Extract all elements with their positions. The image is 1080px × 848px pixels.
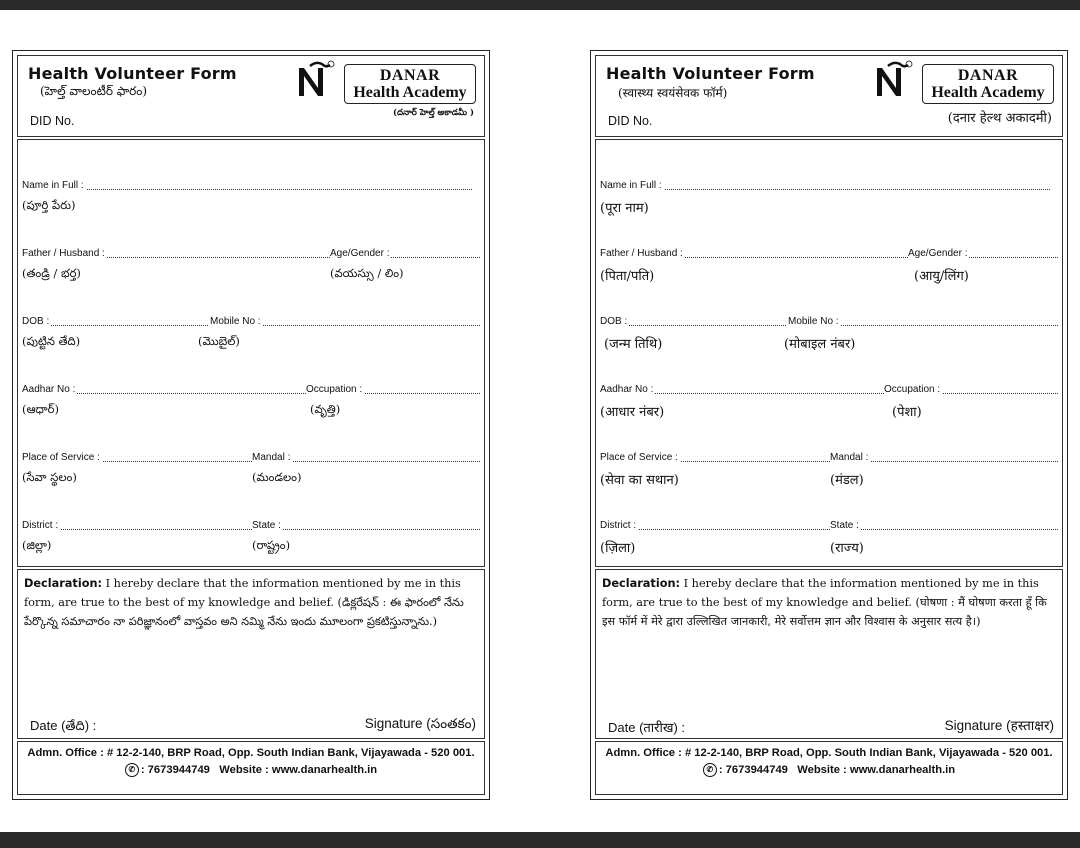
field-row-name — [18, 180, 484, 220]
district-sublabel: (జిల్లా) — [22, 538, 52, 552]
name-sublabel: (పూర్తి పేరు) — [22, 198, 76, 212]
mandal-label: Mandal : — [830, 452, 869, 463]
state-field[interactable] — [252, 529, 480, 530]
did-label: DID No. — [30, 114, 75, 128]
danar-logo-icon — [874, 60, 914, 100]
state-sublabel: (రాష్ట్రం) — [252, 538, 291, 552]
age-sublabel: (आयु/लिंग) — [914, 269, 969, 284]
brand-tagline: Health Academy — [353, 84, 467, 101]
signature-label: Signature (సంతకం) — [364, 716, 476, 731]
father-sublabel: (తండ్రి / భర్త) — [22, 266, 81, 280]
declaration-paragraph — [24, 574, 478, 631]
did-label: DID No. — [608, 114, 653, 128]
occupation-label: Occupation : — [306, 384, 363, 395]
state-field[interactable] — [830, 529, 1058, 530]
mobile-label: Mobile No : — [210, 316, 261, 327]
whatsapp-icon: ✆ — [703, 763, 717, 777]
phone-number: : 7673944749 — [140, 763, 210, 776]
aadhar-sublabel: (ఆధార్) — [22, 402, 59, 416]
office-address: Admn. Office : # 12-2-140, BRP Road, Opp. South Indian Bank, Vijayawada - 520 001. — [27, 747, 475, 759]
field-row-name — [596, 180, 1062, 220]
district-label: District : — [22, 520, 59, 531]
academy-badge — [922, 64, 1054, 104]
field-row-aadhar — [596, 384, 1062, 424]
form-fields — [595, 139, 1063, 567]
dob-sublabel: (जन्म तिथि) — [604, 337, 663, 352]
age-label: Age/Gender : — [908, 248, 968, 259]
place-label: Place of Service : — [22, 452, 100, 463]
field-row-district — [596, 520, 1062, 560]
field-row-aadhar — [18, 384, 484, 424]
aadhar-label: Aadhar No : — [600, 384, 654, 395]
field-row-dob — [596, 316, 1062, 356]
declaration-box — [595, 569, 1063, 739]
name-sublabel: (पूरा नाम) — [600, 201, 649, 216]
academy-badge — [344, 64, 476, 104]
field-row-place — [596, 452, 1062, 492]
place-label: Place of Service : — [600, 452, 678, 463]
form-header — [595, 55, 1063, 137]
brand-tagline: Health Academy — [931, 84, 1045, 101]
dob-sublabel: (పుట్టిన తేది) — [22, 334, 81, 348]
form-footer — [595, 741, 1063, 795]
mandal-sublabel: (మండలం) — [252, 470, 302, 484]
name-label: Name in Full : — [600, 180, 662, 191]
brand-local-name: (దనార్ హెల్త్ అకాడమీ ) — [392, 108, 474, 118]
mobile-sublabel: (మొబైల్) — [198, 334, 240, 348]
declaration-label: Declaration: — [24, 577, 103, 590]
declaration-text: I hereby declare that the information mentioned by me in this form, are true to the best of my knowledge and belief. (డిక్లరేషన్ : ఈ ఫారంలో నేను పేర్కొన్న సమాచారం నా పరిజ్ఞానంలో వాస్తవం అని నమ్మి నేను ఇందు మూలంగా ప్రకటిస్తున్నాను.) — [24, 577, 464, 628]
field-row-district — [18, 520, 484, 560]
brand-name: DANAR — [379, 67, 441, 84]
district-label: District : — [600, 520, 637, 531]
age-label: Age/Gender : — [330, 248, 390, 259]
mobile-label: Mobile No : — [788, 316, 839, 327]
occupation-label: Occupation : — [884, 384, 941, 395]
brand-local-name: (दनार हेल्थ अकादमी) — [947, 111, 1052, 126]
declaration-box — [17, 569, 485, 739]
declaration-text: I hereby declare that the information mentioned by me in this form, are true to the best of my knowledge and belief. (घोषणा : मैं घोषणा करता हूँ कि इस फॉर्म में मेरे द्वारा उल्लिखित जानकारी, मेरे सर्वोत्तम ज्ञान और विश्वास के अनुसार सत्य है।) — [602, 577, 1047, 628]
name-label: Name in Full : — [22, 180, 84, 191]
form-subtitle: (स्वास्थ्य स्वयंसेवक फॉर्म) — [618, 86, 728, 100]
website-text: Website : www.danarhealth.in — [219, 763, 378, 776]
mandal-label: Mandal : — [252, 452, 291, 463]
mobile-sublabel: (मोबाइल नंबर) — [784, 337, 856, 352]
form-subtitle: (హెల్త్ వాలంటీర్ ఫారం) — [40, 84, 148, 98]
website-text: Website : www.danarhealth.in — [797, 763, 956, 776]
field-row-father — [18, 248, 484, 288]
field-row-father — [596, 248, 1062, 288]
signature-label: Signature (हस्ताक्षर) — [944, 718, 1054, 733]
telugu-form — [12, 50, 490, 800]
name-field[interactable] — [600, 189, 1050, 190]
dob-label: DOB : — [600, 316, 628, 327]
dob-label: DOB : — [22, 316, 50, 327]
whatsapp-icon: ✆ — [125, 763, 139, 777]
brand-name: DANAR — [957, 67, 1019, 84]
name-field[interactable] — [22, 189, 472, 190]
field-row-dob — [18, 316, 484, 356]
place-sublabel: (सेवा का सथान) — [600, 473, 679, 488]
occupation-sublabel: (వృత్తి) — [310, 402, 341, 416]
bottom-border-bar — [0, 832, 1080, 848]
place-sublabel: (సేవా స్థలం) — [22, 470, 77, 484]
form-title: Health Volunteer Form — [28, 64, 237, 83]
father-sublabel: (पिता/पति) — [600, 269, 655, 284]
aadhar-label: Aadhar No : — [22, 384, 76, 395]
top-border-bar — [0, 0, 1080, 10]
date-label: Date (तारीख) : — [608, 720, 686, 735]
declaration-label: Declaration: — [602, 577, 681, 590]
date-label: Date (తేది) : — [30, 718, 97, 733]
father-label: Father / Husband : — [600, 248, 683, 259]
district-sublabel: (ज़िला) — [600, 541, 636, 556]
form-fields — [17, 139, 485, 567]
mandal-sublabel: (मंडल) — [830, 473, 864, 488]
form-footer — [17, 741, 485, 795]
age-sublabel: (వయస్సు / లిం) — [330, 266, 404, 280]
state-sublabel: (राज्य) — [830, 541, 864, 556]
occupation-sublabel: (पेशा) — [892, 405, 922, 420]
father-label: Father / Husband : — [22, 248, 105, 259]
office-address: Admn. Office : # 12-2-140, BRP Road, Opp. South Indian Bank, Vijayawada - 520 001. — [605, 747, 1053, 759]
form-title: Health Volunteer Form — [606, 64, 815, 83]
state-label: State : — [252, 520, 281, 531]
phone-number: : 7673944749 — [718, 763, 788, 776]
danar-logo-icon — [296, 60, 336, 100]
form-header — [17, 55, 485, 137]
hindi-form — [590, 50, 1068, 800]
declaration-paragraph — [602, 574, 1056, 631]
state-label: State : — [830, 520, 859, 531]
aadhar-sublabel: (आधार नंबर) — [600, 405, 665, 420]
contact-line — [596, 763, 1062, 777]
field-row-place — [18, 452, 484, 492]
contact-line — [18, 763, 484, 777]
